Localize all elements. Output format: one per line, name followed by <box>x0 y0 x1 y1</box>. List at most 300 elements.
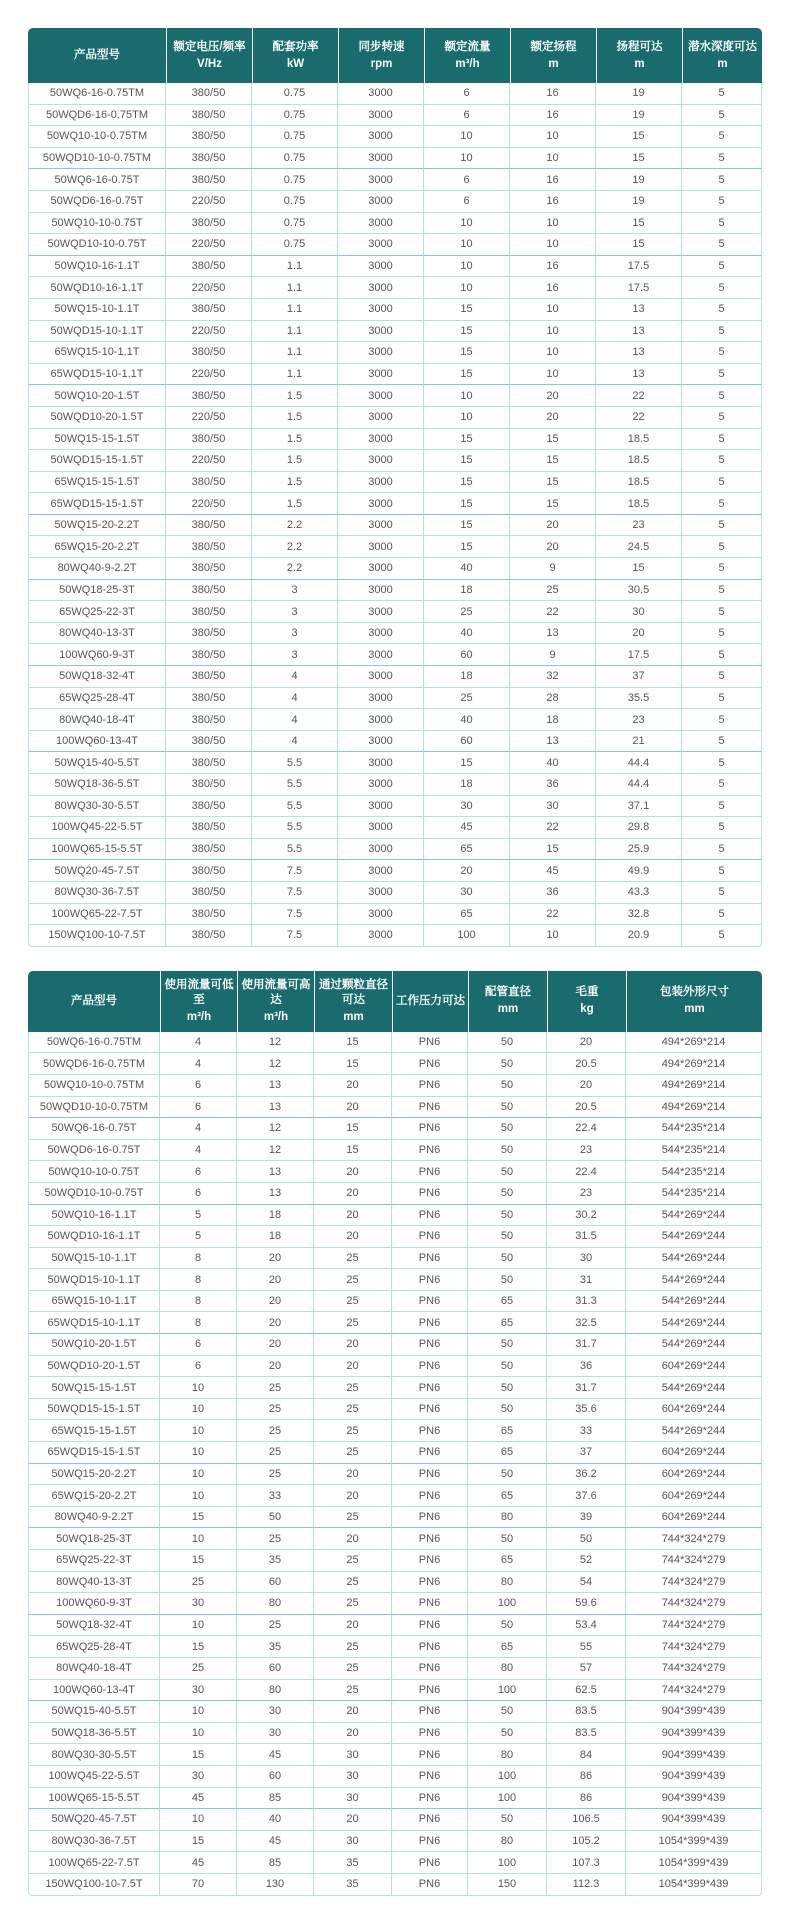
column-header: 通过颗粒直径可达 mm <box>314 971 392 1032</box>
table-row <box>28 1550 762 1572</box>
column-header: 额定扬程 m <box>510 28 596 83</box>
value-cell: 5 <box>682 256 762 278</box>
table-row <box>28 126 762 148</box>
value-cell: 3000 <box>338 148 424 170</box>
value-cell: 10 <box>160 1701 237 1723</box>
value-cell: 25 <box>237 1464 314 1486</box>
value-cell: 220/50 <box>166 191 252 213</box>
value-cell: 28 <box>510 688 596 710</box>
value-cell: 380/50 <box>166 558 252 580</box>
value-cell: 380/50 <box>166 105 252 127</box>
product-model-cell: 50WQD15-15-1.5T <box>28 1399 160 1421</box>
value-cell: 13 <box>596 364 682 386</box>
table-row <box>28 1269 762 1291</box>
value-cell: 380/50 <box>166 213 252 235</box>
value-cell: 25 <box>314 1420 392 1442</box>
product-model-cell: 80WQ30-36-7.5T <box>28 1831 160 1853</box>
product-model-cell: 50WQD15-10-1.1T <box>28 1269 160 1291</box>
value-cell: 20 <box>314 1615 392 1637</box>
value-cell: 15 <box>160 1831 237 1853</box>
value-cell: 30 <box>314 1831 392 1853</box>
value-cell: 16 <box>510 169 596 191</box>
value-cell: 220/50 <box>166 450 252 472</box>
value-cell: 0.75 <box>252 169 338 191</box>
value-cell: 1.1 <box>252 321 338 343</box>
column-header: 包装外形尺寸 mm <box>626 971 762 1032</box>
value-cell: 50 <box>468 1334 547 1356</box>
value-cell: 15 <box>424 429 510 451</box>
value-cell: 10 <box>510 342 596 364</box>
value-cell: 107.3 <box>547 1852 626 1874</box>
value-cell: 12 <box>237 1032 314 1054</box>
value-cell: 0.75 <box>252 148 338 170</box>
value-cell: 5 <box>682 472 762 494</box>
value-cell: 5 <box>682 536 762 558</box>
value-cell: 80 <box>468 1507 547 1529</box>
value-cell: 494*269*214 <box>626 1053 762 1075</box>
value-cell: PN6 <box>392 1485 468 1507</box>
value-cell: PN6 <box>392 1809 468 1831</box>
value-cell: 604*269*244 <box>626 1464 762 1486</box>
value-cell: 86 <box>547 1766 626 1788</box>
product-model-cell: 50WQD10-16-1.1T <box>28 1226 160 1248</box>
value-cell: 65 <box>424 839 510 861</box>
value-cell: 3000 <box>338 429 424 451</box>
table-row <box>28 558 762 580</box>
value-cell: 57 <box>547 1658 626 1680</box>
value-cell: 40 <box>510 752 596 774</box>
table-row <box>28 1226 762 1248</box>
value-cell: 32.5 <box>547 1312 626 1334</box>
table-row <box>28 774 762 796</box>
value-cell: 380/50 <box>166 752 252 774</box>
value-cell: 3000 <box>338 342 424 364</box>
column-header: 额定电压/频率 V/Hz <box>166 28 252 83</box>
value-cell: 18 <box>237 1226 314 1248</box>
product-model-cell: 65WQD15-10-1.1T <box>28 364 166 386</box>
value-cell: 3000 <box>338 169 424 191</box>
value-cell: 494*269*214 <box>626 1032 762 1054</box>
product-model-cell: 100WQ65-22-7.5T <box>28 904 166 926</box>
value-cell: 3000 <box>338 213 424 235</box>
value-cell: 60 <box>237 1658 314 1680</box>
value-cell: 20 <box>314 1809 392 1831</box>
value-cell: PN6 <box>392 1183 468 1205</box>
value-cell: PN6 <box>392 1312 468 1334</box>
value-cell: 380/50 <box>166 148 252 170</box>
value-cell: 494*269*214 <box>626 1075 762 1097</box>
table-row <box>28 191 762 213</box>
value-cell: PN6 <box>392 1161 468 1183</box>
product-model-cell: 50WQ10-10-0.75T <box>28 213 166 235</box>
value-cell: 3000 <box>338 191 424 213</box>
value-cell: 60 <box>424 731 510 753</box>
value-cell: 100 <box>468 1680 547 1702</box>
product-model-cell: 100WQ65-15-5.5T <box>28 839 166 861</box>
table-row <box>28 213 762 235</box>
value-cell: 25 <box>237 1528 314 1550</box>
value-cell: 544*269*244 <box>626 1420 762 1442</box>
table-row <box>28 493 762 515</box>
product-model-cell: 65WQD15-10-1.1T <box>28 1312 160 1334</box>
value-cell: 70 <box>160 1874 237 1896</box>
table-row <box>28 1852 762 1874</box>
value-cell: 13 <box>237 1161 314 1183</box>
value-cell: 0.75 <box>252 234 338 256</box>
product-model-cell: 100WQ60-9-3T <box>28 1593 160 1615</box>
value-cell: 5 <box>682 731 762 753</box>
value-cell: 5 <box>682 817 762 839</box>
value-cell: 1.5 <box>252 450 338 472</box>
value-cell: 10 <box>424 148 510 170</box>
value-cell: 37.6 <box>547 1485 626 1507</box>
value-cell: 20 <box>237 1248 314 1270</box>
value-cell: 50 <box>468 1118 547 1140</box>
value-cell: 380/50 <box>166 83 252 105</box>
table-row <box>28 925 762 947</box>
value-cell: 15 <box>510 493 596 515</box>
value-cell: 10 <box>160 1528 237 1550</box>
value-cell: 3000 <box>338 644 424 666</box>
product-model-cell: 50WQD10-10-0.75TM <box>28 1097 160 1119</box>
table-row <box>28 1053 762 1075</box>
value-cell: 20 <box>314 1723 392 1745</box>
value-cell: 744*324*279 <box>626 1550 762 1572</box>
value-cell: 65 <box>468 1312 547 1334</box>
value-cell: 3000 <box>338 321 424 343</box>
value-cell: 29.8 <box>596 817 682 839</box>
value-cell: 33 <box>237 1485 314 1507</box>
value-cell: 20 <box>547 1032 626 1054</box>
value-cell: 604*269*244 <box>626 1399 762 1421</box>
value-cell: PN6 <box>392 1269 468 1291</box>
product-model-cell: 50WQ6-16-0.75T <box>28 169 166 191</box>
value-cell: 3000 <box>338 666 424 688</box>
value-cell: 20 <box>424 860 510 882</box>
value-cell: 19 <box>596 83 682 105</box>
value-cell: PN6 <box>392 1248 468 1270</box>
value-cell: 13 <box>596 342 682 364</box>
value-cell: 83.5 <box>547 1701 626 1723</box>
value-cell: 5 <box>682 839 762 861</box>
value-cell: 544*235*214 <box>626 1118 762 1140</box>
value-cell: 0.75 <box>252 83 338 105</box>
product-model-cell: 50WQ10-16-1.1T <box>28 1205 160 1227</box>
value-cell: 380/50 <box>166 299 252 321</box>
value-cell: 20 <box>237 1291 314 1313</box>
value-cell: 50 <box>468 1075 547 1097</box>
value-cell: 380/50 <box>166 169 252 191</box>
value-cell: 8 <box>160 1248 237 1270</box>
value-cell: 19 <box>596 169 682 191</box>
value-cell: 544*269*244 <box>626 1377 762 1399</box>
value-cell: 22 <box>510 904 596 926</box>
value-cell: 65 <box>468 1291 547 1313</box>
product-model-cell: 65WQ25-28-4T <box>28 688 166 710</box>
value-cell: PN6 <box>392 1744 468 1766</box>
value-cell: 50 <box>468 1205 547 1227</box>
value-cell: 83.5 <box>547 1723 626 1745</box>
product-model-cell: 50WQD15-10-1.1T <box>28 321 166 343</box>
value-cell: 37 <box>596 666 682 688</box>
value-cell: 18.5 <box>596 493 682 515</box>
column-header: 产品型号 <box>28 28 166 83</box>
value-cell: 5 <box>682 796 762 818</box>
value-cell: 13 <box>510 731 596 753</box>
value-cell: 4 <box>160 1032 237 1054</box>
value-cell: 20 <box>314 1701 392 1723</box>
value-cell: 15 <box>596 213 682 235</box>
value-cell: 49.9 <box>596 860 682 882</box>
value-cell: 30 <box>160 1680 237 1702</box>
value-cell: 12 <box>237 1118 314 1140</box>
value-cell: 100 <box>468 1852 547 1874</box>
value-cell: 16 <box>510 105 596 127</box>
value-cell: 31.7 <box>547 1334 626 1356</box>
value-cell: PN6 <box>392 1420 468 1442</box>
value-cell: 22 <box>596 385 682 407</box>
value-cell: 20 <box>314 1205 392 1227</box>
value-cell: 3000 <box>338 882 424 904</box>
table-row <box>28 277 762 299</box>
column-header: 额定流量 m³/h <box>424 28 510 83</box>
value-cell: 20 <box>314 1356 392 1378</box>
column-header: 扬程可达 m <box>596 28 682 83</box>
value-cell: 380/50 <box>166 580 252 602</box>
value-cell: 15 <box>424 321 510 343</box>
value-cell: 22 <box>596 407 682 429</box>
value-cell: 5 <box>682 709 762 731</box>
value-cell: 5 <box>682 925 762 947</box>
value-cell: 45 <box>237 1744 314 1766</box>
table-row <box>28 342 762 364</box>
table-row <box>28 1658 762 1680</box>
column-header: 使用流量可高达 m³/h <box>237 971 314 1032</box>
value-cell: 10 <box>160 1723 237 1745</box>
value-cell: 6 <box>160 1097 237 1119</box>
product-model-cell: 50WQ18-25-3T <box>28 580 166 602</box>
value-cell: 37 <box>547 1442 626 1464</box>
value-cell: 65 <box>468 1636 547 1658</box>
product-model-cell: 50WQ15-15-1.5T <box>28 429 166 451</box>
value-cell: 60 <box>424 644 510 666</box>
value-cell: PN6 <box>392 1334 468 1356</box>
table-row <box>28 1464 762 1486</box>
value-cell: PN6 <box>392 1140 468 1162</box>
value-cell: 5 <box>160 1226 237 1248</box>
value-cell: 380/50 <box>166 817 252 839</box>
product-model-cell: 50WQ18-25-3T <box>28 1528 160 1550</box>
value-cell: 25 <box>237 1377 314 1399</box>
value-cell: 15 <box>160 1636 237 1658</box>
value-cell: 22 <box>510 817 596 839</box>
value-cell: 10 <box>510 126 596 148</box>
value-cell: 22.4 <box>547 1118 626 1140</box>
value-cell: 50 <box>468 1140 547 1162</box>
product-model-cell: 80WQ40-13-3T <box>28 623 166 645</box>
value-cell: 100 <box>468 1593 547 1615</box>
value-cell: 544*235*214 <box>626 1161 762 1183</box>
value-cell: 5 <box>682 623 762 645</box>
value-cell: 4 <box>160 1118 237 1140</box>
value-cell: 20 <box>314 1528 392 1550</box>
value-cell: 100 <box>468 1788 547 1810</box>
value-cell: 50 <box>468 1528 547 1550</box>
value-cell: 23 <box>596 709 682 731</box>
value-cell: 220/50 <box>166 364 252 386</box>
value-cell: 1054*399*439 <box>626 1831 762 1853</box>
value-cell: 5 <box>682 83 762 105</box>
value-cell: 31.3 <box>547 1291 626 1313</box>
value-cell: 0.75 <box>252 105 338 127</box>
value-cell: 2.2 <box>252 515 338 537</box>
value-cell: 380/50 <box>166 860 252 882</box>
usage-specs-table <box>28 971 762 1896</box>
value-cell: 15 <box>424 752 510 774</box>
value-cell: 2.2 <box>252 558 338 580</box>
table-row <box>28 1507 762 1529</box>
value-cell: 15 <box>510 472 596 494</box>
value-cell: 25 <box>237 1615 314 1637</box>
value-cell: 30 <box>160 1766 237 1788</box>
value-cell: 744*324*279 <box>626 1593 762 1615</box>
value-cell: 3000 <box>338 731 424 753</box>
value-cell: 30 <box>314 1788 392 1810</box>
value-cell: PN6 <box>392 1205 468 1227</box>
product-model-cell: 100WQ45-22-5.5T <box>28 1766 160 1788</box>
value-cell: 380/50 <box>166 385 252 407</box>
value-cell: 30 <box>510 796 596 818</box>
value-cell: 30 <box>424 796 510 818</box>
value-cell: 3000 <box>338 299 424 321</box>
value-cell: 544*269*244 <box>626 1205 762 1227</box>
value-cell: PN6 <box>392 1291 468 1313</box>
table-row <box>28 1118 762 1140</box>
value-cell: 3000 <box>338 364 424 386</box>
value-cell: 7.5 <box>252 904 338 926</box>
value-cell: PN6 <box>392 1226 468 1248</box>
value-cell: 3000 <box>338 774 424 796</box>
value-cell: 904*399*439 <box>626 1809 762 1831</box>
value-cell: 53.4 <box>547 1615 626 1637</box>
value-cell: 3 <box>252 623 338 645</box>
product-model-cell: 50WQ10-10-0.75T <box>28 1161 160 1183</box>
value-cell: 18.5 <box>596 472 682 494</box>
table-row <box>28 1874 762 1896</box>
value-cell: 50 <box>468 1701 547 1723</box>
value-cell: 60 <box>237 1572 314 1594</box>
value-cell: 19 <box>596 191 682 213</box>
value-cell: 25 <box>314 1377 392 1399</box>
value-cell: 544*269*244 <box>626 1334 762 1356</box>
value-cell: 5 <box>682 515 762 537</box>
value-cell: 25 <box>314 1442 392 1464</box>
value-cell: 15 <box>596 558 682 580</box>
value-cell: PN6 <box>392 1377 468 1399</box>
value-cell: 84 <box>547 1744 626 1766</box>
table-row <box>28 321 762 343</box>
value-cell: 50 <box>468 1723 547 1745</box>
product-model-cell: 80WQ40-18-4T <box>28 1658 160 1680</box>
value-cell: 22.4 <box>547 1161 626 1183</box>
table-row <box>28 1161 762 1183</box>
value-cell: 5 <box>682 752 762 774</box>
table-row <box>28 169 762 191</box>
table-row <box>28 1723 762 1745</box>
value-cell: 15 <box>424 472 510 494</box>
value-cell: 7.5 <box>252 860 338 882</box>
value-cell: 5 <box>682 342 762 364</box>
value-cell: 85 <box>237 1788 314 1810</box>
value-cell: 544*269*244 <box>626 1248 762 1270</box>
value-cell: 3000 <box>338 709 424 731</box>
value-cell: 1054*399*439 <box>626 1874 762 1896</box>
value-cell: 25 <box>314 1291 392 1313</box>
product-model-cell: 65WQD15-15-1.5T <box>28 493 166 515</box>
value-cell: 20 <box>510 385 596 407</box>
value-cell: 32.8 <box>596 904 682 926</box>
value-cell: 33 <box>547 1420 626 1442</box>
product-model-cell: 50WQ10-20-1.5T <box>28 385 166 407</box>
value-cell: 106.5 <box>547 1809 626 1831</box>
value-cell: 380/50 <box>166 256 252 278</box>
product-model-cell: 65WQ25-28-4T <box>28 1636 160 1658</box>
value-cell: 35 <box>237 1550 314 1572</box>
value-cell: 25.9 <box>596 839 682 861</box>
table-row <box>28 817 762 839</box>
product-model-cell: 150WQ100-10-7.5T <box>28 925 166 947</box>
product-model-cell: 50WQD6-16-0.75T <box>28 191 166 213</box>
value-cell: 380/50 <box>166 904 252 926</box>
value-cell: 40 <box>424 558 510 580</box>
table-row <box>28 1485 762 1507</box>
value-cell: 112.3 <box>547 1874 626 1896</box>
value-cell: 50 <box>468 1399 547 1421</box>
value-cell: 6 <box>424 169 510 191</box>
value-cell: 3000 <box>338 385 424 407</box>
value-cell: 15 <box>424 536 510 558</box>
value-cell: PN6 <box>392 1831 468 1853</box>
table-row <box>28 1097 762 1119</box>
value-cell: 494*269*214 <box>626 1097 762 1119</box>
value-cell: 3000 <box>338 126 424 148</box>
value-cell: 3000 <box>338 515 424 537</box>
product-model-cell: 50WQD10-10-0.75T <box>28 234 166 256</box>
table-row <box>28 1420 762 1442</box>
value-cell: PN6 <box>392 1075 468 1097</box>
value-cell: 39 <box>547 1507 626 1529</box>
value-cell: 6 <box>424 191 510 213</box>
value-cell: 5 <box>160 1205 237 1227</box>
value-cell: 65 <box>424 904 510 926</box>
value-cell: 1.5 <box>252 493 338 515</box>
table-row <box>28 234 762 256</box>
product-model-cell: 50WQD10-16-1.1T <box>28 277 166 299</box>
value-cell: 15 <box>314 1053 392 1075</box>
value-cell: 5 <box>682 493 762 515</box>
value-cell: 50 <box>468 1097 547 1119</box>
value-cell: 6 <box>160 1183 237 1205</box>
value-cell: 0.75 <box>252 213 338 235</box>
value-cell: PN6 <box>392 1572 468 1594</box>
value-cell: 9 <box>510 558 596 580</box>
product-model-cell: 100WQ60-13-4T <box>28 731 166 753</box>
value-cell: 36 <box>547 1356 626 1378</box>
product-model-cell: 65WQ15-20-2.2T <box>28 536 166 558</box>
column-header: 潜水深度可达 m <box>682 28 762 83</box>
value-cell: 16 <box>510 191 596 213</box>
value-cell: 105.2 <box>547 1831 626 1853</box>
